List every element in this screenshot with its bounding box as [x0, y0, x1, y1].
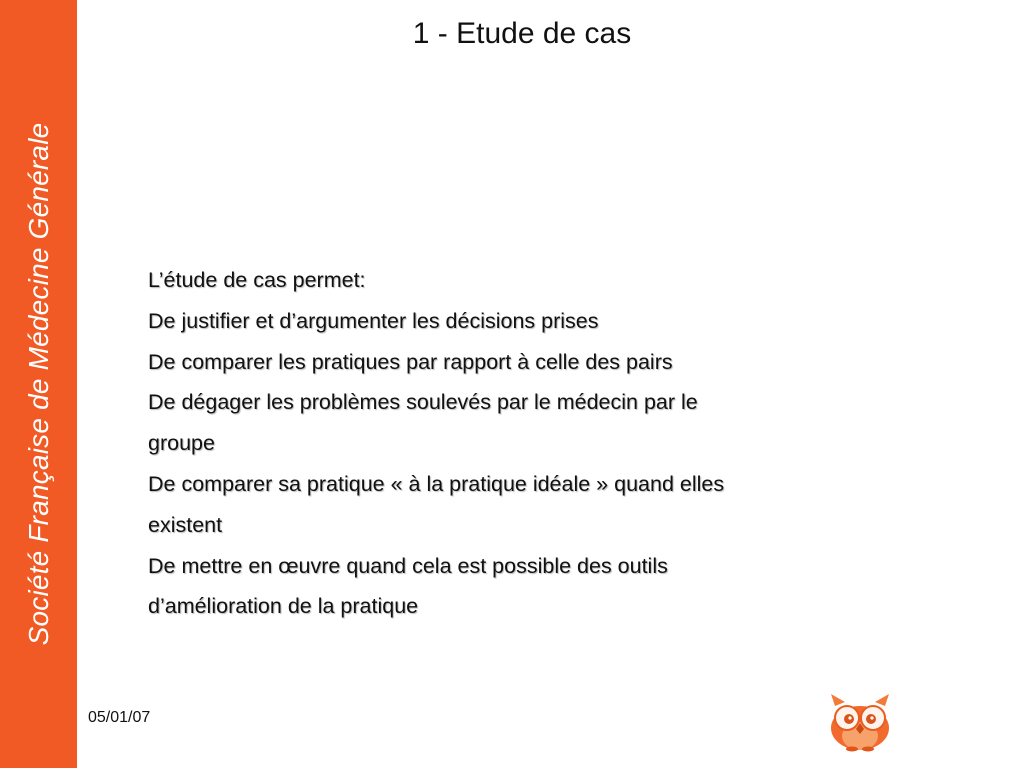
content-line: groupe [148, 431, 215, 456]
sidebar-organization-name: Société Française de Médecine Générale [23, 122, 54, 646]
content-line: d’amélioration de la pratique [148, 594, 419, 619]
content-line: L’étude de cas permet: [148, 268, 366, 292]
content-line: De dégager les problèmes soulevés par le médecin par le [148, 390, 698, 415]
slide-date: 05/01/07 [88, 709, 151, 726]
content-line: De mettre en œuvre quand cela est possible des outils [148, 553, 668, 578]
slide-content [148, 260, 948, 627]
content-line: De comparer les pratiques par rapport à celle des pairs [148, 349, 673, 374]
sidebar [0, 0, 77, 768]
content-line: existent [148, 512, 223, 537]
owl-icon [825, 692, 895, 752]
slide-title: 1 - Etude de cas [412, 17, 632, 50]
content-line: De justifier et d’argumenter les décisions prises [148, 308, 599, 333]
content-line: De comparer sa pratique « à la pratique idéale » quand elles [148, 471, 725, 496]
